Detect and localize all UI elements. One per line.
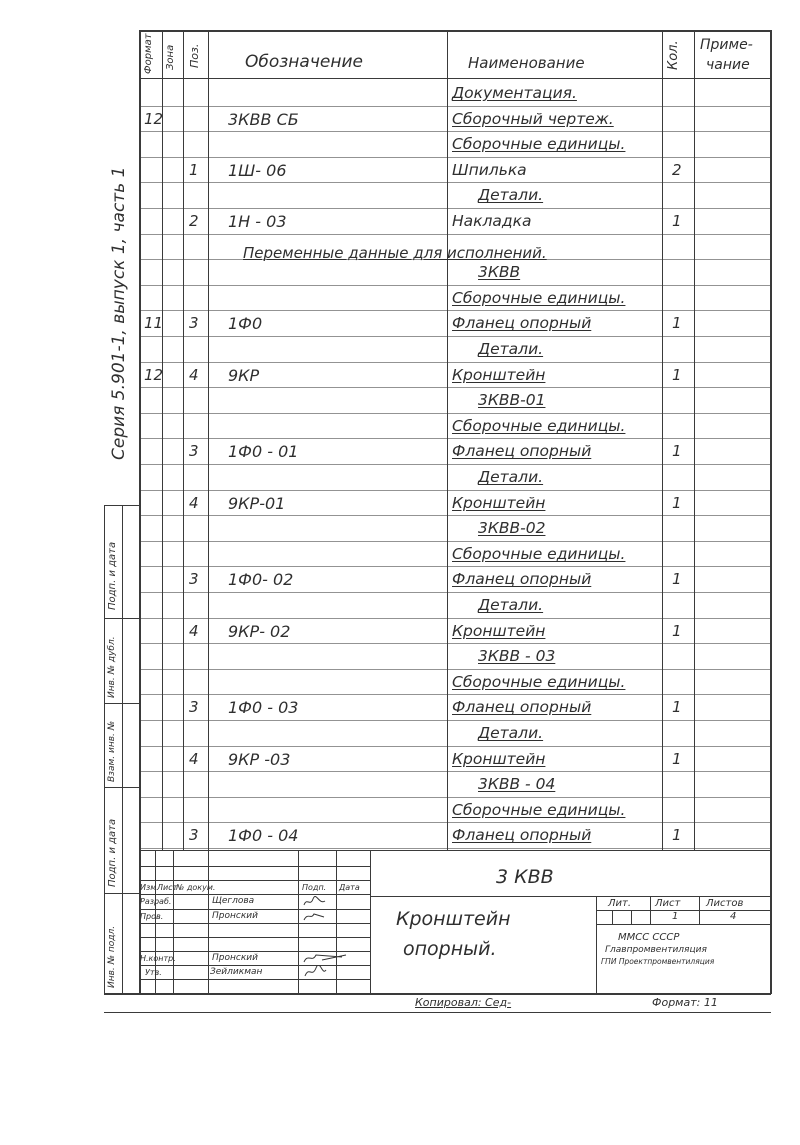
tb-lit-div2 — [699, 896, 700, 924]
tb-org-3: ГПИ Проектпромвентиляция — [601, 957, 715, 966]
row-divider — [139, 822, 771, 823]
variable-data-heading: Переменные данные для исполнений. — [243, 244, 547, 262]
side-box-div-1 — [104, 505, 140, 506]
row-poz: 4 — [189, 493, 199, 512]
signature-prov — [302, 909, 328, 923]
tb-lit-box1 — [612, 910, 613, 924]
row-divider — [139, 592, 771, 593]
row-oboznachenie: 9КР — [228, 365, 260, 385]
header-poz: Поз. — [188, 43, 201, 68]
row-naimenovanie: Сборочные единицы. — [452, 544, 626, 563]
row-divider — [139, 208, 771, 209]
row-naimenovanie: Фланец опорный — [452, 570, 592, 589]
row-oboznachenie: 1Ф0 - 01 — [228, 442, 299, 462]
row-divider — [139, 566, 771, 567]
tb-designation: 3 КВВ — [496, 866, 554, 888]
row-divider — [139, 643, 771, 644]
row-qty: 1 — [672, 570, 682, 589]
rev-col-5 — [336, 850, 337, 994]
row-naimenovanie: Сборочные единицы. — [452, 416, 626, 435]
row-poz: 3 — [189, 314, 199, 333]
tb-listov-val: 4 — [730, 911, 737, 922]
col-sep-kol — [694, 30, 695, 850]
row-divider — [139, 310, 771, 311]
row-oboznachenie: 1Ф0 - 04 — [228, 826, 299, 846]
row-naimenovanie: Фланец опорный — [452, 826, 592, 845]
row-divider — [139, 771, 771, 772]
row-divider — [139, 515, 771, 516]
tb-nkontr: Н.контр. — [140, 954, 176, 963]
tb-listov: Листов — [706, 898, 744, 909]
row-divider — [139, 797, 771, 798]
row-divider — [139, 490, 771, 491]
row-divider — [139, 413, 771, 414]
row-poz: 4 — [189, 749, 199, 768]
tb-lit: Лит. — [608, 898, 632, 909]
row-divider — [139, 131, 771, 132]
row-divider — [139, 285, 771, 286]
row-qty: 1 — [672, 698, 682, 717]
row-naimenovanie: Шпилька — [452, 160, 527, 179]
footer-line — [104, 1012, 771, 1013]
row-format: 12 — [144, 365, 164, 384]
row-poz: 3 — [189, 826, 199, 845]
row-qty: 1 — [672, 442, 682, 461]
tb-col-list: Лист — [157, 883, 178, 892]
row-divider — [139, 362, 771, 363]
row-oboznachenie: 1Н - 03 — [228, 212, 287, 231]
signature-nkontr — [302, 951, 348, 965]
tb-utv-name: Зейликман — [210, 967, 263, 977]
side-box-div-5 — [104, 893, 140, 894]
row-naimenovanie: Детали. — [478, 596, 544, 614]
row-naimenovanie: Детали. — [478, 724, 544, 742]
row-oboznachenie: 9КР-01 — [228, 493, 286, 513]
tb-title-2: опорный. — [403, 938, 497, 960]
header-zona: Зона — [165, 44, 176, 70]
side-inv-dubl: Инв. № дубл. — [107, 636, 117, 698]
signature-utv — [302, 965, 328, 979]
col-sep-name — [662, 30, 663, 850]
rev-col-2 — [173, 850, 174, 994]
row-qty: 1 — [672, 749, 682, 768]
side-podp-data-1: Подп. и дата — [107, 541, 118, 610]
row-naimenovanie: Детали. — [478, 468, 544, 486]
col-sep-zona — [183, 30, 184, 850]
frame-top — [139, 30, 771, 32]
side-strip-line — [104, 505, 105, 994]
tb-list: Лист — [655, 898, 681, 909]
row-qty: 1 — [672, 365, 682, 384]
row-naimenovanie: Сборочные единицы. — [452, 135, 626, 154]
tb-col-podp: Подп. — [302, 883, 327, 892]
row-qty: 1 — [672, 493, 682, 512]
row-naimenovanie: 3КВВ — [478, 263, 521, 282]
row-naimenovanie: Детали. — [478, 186, 544, 205]
side-vzam-inv: Взам. инв. № — [107, 720, 117, 782]
tb-utv: Утв. — [145, 968, 162, 977]
row-divider — [139, 234, 771, 235]
row-poz: 1 — [189, 160, 199, 179]
row-poz: 3 — [189, 442, 199, 461]
side-box-div-2 — [104, 618, 140, 619]
row-oboznachenie: 1Ф0 — [228, 314, 263, 334]
row-divider — [139, 157, 771, 158]
row-divider — [139, 106, 771, 107]
tb-nkontr-name: Пронский — [212, 953, 258, 963]
row-naimenovanie: Фланец опорный — [452, 442, 592, 461]
row-oboznachenie: 9КР -03 — [228, 749, 291, 769]
row-naimenovanie: 3КВВ-01 — [478, 391, 546, 410]
row-oboznachenie: 1Ф0 - 03 — [228, 698, 299, 718]
tb-org-1: ММСС СССР — [618, 932, 680, 943]
tb-lit-row2 — [596, 924, 771, 925]
tb-prov: Пров. — [140, 912, 164, 921]
row-naimenovanie: Накладка — [452, 212, 532, 230]
row-naimenovanie: 3КВВ - 03 — [478, 647, 556, 666]
row-qty: 1 — [672, 826, 682, 845]
row-naimenovanie: Кронштейн — [452, 621, 546, 640]
tb-razrab-name: Щеглова — [212, 896, 255, 906]
row-naimenovanie: Документация. — [452, 84, 577, 102]
tb-lit-row — [596, 910, 771, 911]
header-format: Формат — [143, 33, 154, 74]
tb-col-data: Дата — [339, 883, 360, 892]
row-qty: 1 — [672, 314, 682, 333]
row-divider — [139, 746, 771, 747]
row-oboznachenie: 3КВВ СБ — [228, 109, 299, 129]
row-naimenovanie: Сборочный чертеж. — [452, 109, 614, 128]
row-naimenovanie: 3КВВ-02 — [478, 519, 546, 538]
row-oboznachenie: 9КР- 02 — [228, 621, 291, 641]
rev-col-3 — [208, 850, 209, 994]
row-format: 11 — [144, 314, 164, 333]
tb-lit-box2 — [631, 910, 632, 924]
tb-razrab: Разраб. — [140, 897, 172, 906]
row-naimenovanie: Кронштейн — [452, 749, 546, 768]
row-naimenovanie: Детали. — [478, 340, 544, 358]
row-naimenovanie: 3КВВ - 04 — [478, 775, 556, 794]
row-naimenovanie: Кронштейн — [452, 365, 546, 384]
row-qty: 1 — [672, 621, 682, 640]
row-divider — [139, 438, 771, 439]
row-naimenovanie: Фланец опорный — [452, 314, 592, 333]
tb-org-2: Главпромвентиляция — [605, 945, 707, 955]
header-kol: Кол. — [666, 40, 681, 70]
tb-list-val: 1 — [672, 911, 679, 922]
col-sep-oboz — [447, 30, 448, 850]
row-oboznachenie: 1Ф0- 02 — [228, 570, 294, 590]
row-naimenovanie: Фланец опорный — [452, 698, 592, 717]
row-divider — [139, 336, 771, 337]
side-podp-data-2: Подп. и дата — [107, 818, 118, 887]
row-oboznachenie: 1Ш- 06 — [228, 160, 287, 180]
tb-col-doc: № докум. — [176, 883, 216, 892]
row-divider — [139, 848, 771, 849]
row-poz: 4 — [189, 365, 199, 384]
tb-mid — [370, 896, 771, 897]
header-prim-1: Приме- — [700, 37, 753, 53]
row-divider — [139, 669, 771, 670]
row-naimenovanie: Кронштейн — [452, 493, 546, 512]
row-qty: 2 — [672, 160, 682, 179]
row-poz: 2 — [189, 212, 199, 230]
row-poz: 3 — [189, 570, 199, 589]
series-label: Серия 5.901-1, выпуск 1, часть 1 — [109, 166, 129, 460]
row-poz: 3 — [189, 698, 199, 717]
footer-format: Формат: 11 — [652, 996, 718, 1009]
frame-bottom — [104, 993, 771, 995]
rev-col-4 — [298, 850, 299, 994]
header-bottom — [139, 78, 771, 79]
header-prim-2: чание — [706, 57, 750, 73]
signature-razrab — [302, 895, 328, 909]
col-sep-format — [162, 30, 163, 850]
row-naimenovanie: Сборочные единицы. — [452, 672, 626, 691]
row-divider — [139, 618, 771, 619]
tb-top — [139, 850, 771, 851]
tb-col-izm: Изм. — [140, 883, 159, 892]
col-sep-poz — [208, 30, 209, 850]
side-box-div-3 — [104, 703, 140, 704]
header-oboznachenie: Обозначение — [245, 52, 363, 72]
tb-title-1: Кронштейн — [396, 908, 511, 930]
tb-left-vert — [370, 850, 371, 994]
footer-copied: Копировал: Сед- — [415, 996, 512, 1009]
side-inv-podl: Инв. № подл. — [107, 925, 117, 988]
row-naimenovanie: Сборочные единицы. — [452, 800, 626, 819]
header-naimenovanie: Наименование — [468, 54, 585, 72]
row-format: 12 — [144, 109, 164, 128]
side-strip-inner — [122, 505, 123, 994]
row-naimenovanie: Сборочные единицы. — [452, 288, 626, 307]
row-qty: 1 — [672, 212, 682, 230]
row-divider — [139, 464, 771, 465]
side-box-div-4 — [104, 787, 140, 788]
tb-prov-name: Пронский — [212, 911, 258, 921]
row-divider — [139, 387, 771, 388]
tb-lit-div1 — [650, 896, 651, 924]
row-divider — [139, 182, 771, 183]
row-poz: 4 — [189, 621, 199, 640]
row-divider — [139, 694, 771, 695]
row-divider — [139, 541, 771, 542]
row-divider — [139, 720, 771, 721]
